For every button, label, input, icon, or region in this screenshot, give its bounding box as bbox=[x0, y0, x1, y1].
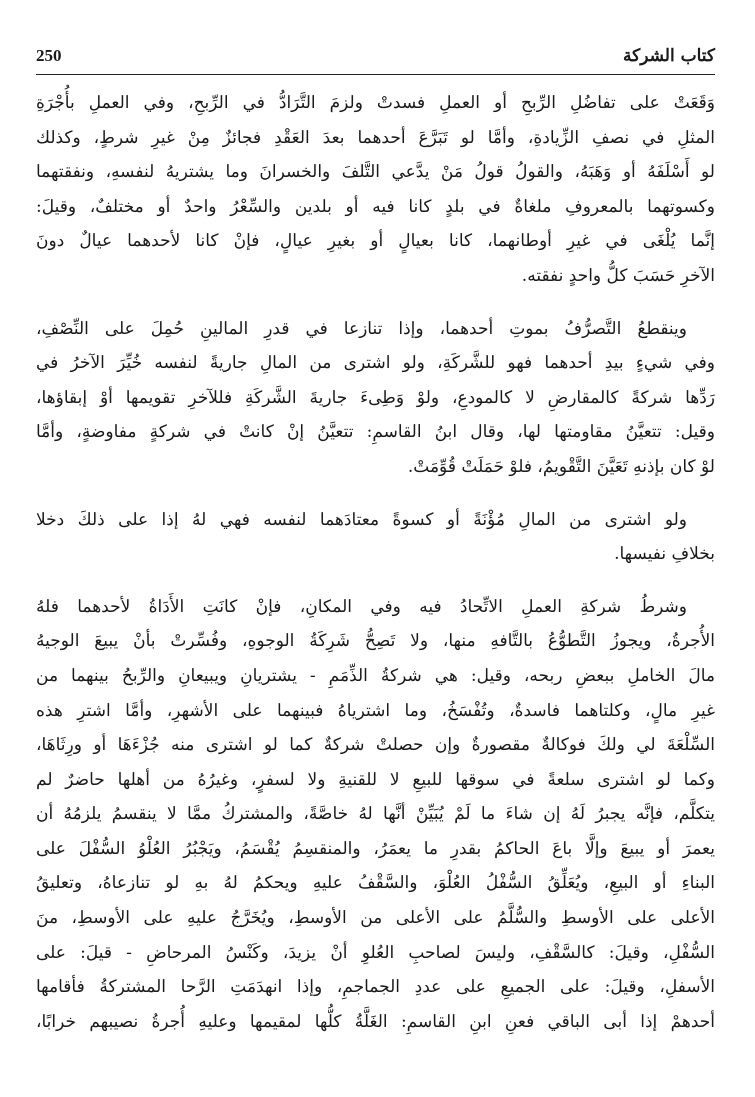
text-line: المثلِ في نصفِ الزِّيادةِ، وأمَّا لو تَبَرَّعَ أحدهما بعدَ العَقْدِ فجائزٌ مِنْ غيرِ شرطٍ، وكذلك bbox=[36, 127, 715, 148]
text-line: وشرطُ شركةِ العملِ الاتِّحادُ فيه وفي المكانِ، فإنْ كانَتِ الأَدَاةُ لأحدهما فلهُ bbox=[36, 596, 687, 617]
text-line: رَدِّها شركةً كالمقارضِ لا كالمودعِ، ولوْ وَطِىءَ جاريةَ الشَّركَةِ فللآخرِ تقويمها أوْ إبقاؤها، bbox=[36, 387, 715, 408]
text-line: السِّلْعَةَ لي ولكَ فوكالةٌ مقصورةٌ وإن حصلتْ شركةٌ كما لو اشترى منه جُزْءَهَا أو ورِثَاهَا، bbox=[36, 735, 715, 756]
text-line: وكما لو اشترى سلعةً في سوقها للبيعِ لا للقنيةِ ولا لسفرٍ، وغيرُهُ من أهلها حاضرٌ لم bbox=[36, 769, 715, 790]
text-line: البناءِ أو البيعِ، ويُعَلِّقُ السُّفْلُ العُلْوَ، والسَّقْفُ عليهِ ويحكمُ لهُ بهِ لو تنازعاهُ، وتعليقُ bbox=[36, 873, 715, 894]
paragraph-1 bbox=[36, 86, 715, 294]
text-line: وينقطعُ التَّصرُّفُ بموتِ أحدهما، وإذا تنازعا في قدرِ المالينِ حُمِلَ على النِّصْفِ، bbox=[36, 318, 687, 339]
text-line: الأُجرةُ، ويجوزُ التَّطوُّعُ بالتَّافهِ منها، ولا تَصِحُّ شَرِكَةُ الوجوهِ، وفُسِّرتْ بأنْ يبيعَ الوجيهُ bbox=[36, 631, 715, 652]
page-header bbox=[36, 44, 715, 75]
text-line: ولو اشترى من المالِ مُؤْنَةً أو كسوةً معتادَهما لنفسه فهي لهُ إذا على ذلكَ دخلا bbox=[36, 509, 687, 530]
text-line: السُّفْلِ، وقيلَ: كالسَّقْفِ، وليسَ لصاحبِ العُلوِ أنْ يزيدَ، وكَنْسُ المرحاضِ - قيلَ: على bbox=[36, 942, 715, 963]
book-title: كتاب الشركة bbox=[623, 46, 715, 66]
text-line: الأسفلِ، وقيلَ: على الجميعِ على عددِ الجماجمِ، وإذا انهدَمَتِ الرَّحا المشتركةُ فأقامها bbox=[36, 977, 715, 998]
paragraph-3 bbox=[36, 503, 715, 572]
text-line: وقيل: تتعيَّنُ مقاومتها لها، وقال ابنُ القاسمِ: تتعيَّنُ إنْ كانتْ في شركةٍ مفاوضةٍ، وأمَّا bbox=[36, 422, 715, 443]
text-line: مالَ الخاملِ ببعضِ ربحه، وقيل: هي شركةُ الذِّمَمِ - يشتريانِ ويبيعانِ والرِّبحُ بينهما من bbox=[36, 665, 715, 686]
text-line: يعمرَ أو يبيعَ وإلَّا باعَ الحاكمُ بقدرِ ما يعمَرُ، والمنقسِمُ يُقْسَمُ، ويَجْبُرُ العُلْوُ السُّفْلَ على bbox=[36, 838, 715, 859]
text-line: غيرِ مالٍ، وكلتاهما فاسدةٌ، وتُفْسَخُ، وما اشترياهُ فبينهما على الأشهرِ، وأمَّا اشترِ هذه bbox=[36, 700, 715, 721]
paragraph-4 bbox=[36, 590, 715, 1040]
paragraph-2 bbox=[36, 312, 715, 485]
text-line: لوْ كان بإذنهِ تَعَيَّنَ التَّقْويمُ، فلوْ حَمَلَتْ قُوِّمَتْ. bbox=[407, 456, 715, 477]
text-line: وكسوتهما بالمعروفِ ملغاةٌ في بلدٍ كانا فيه أو بلدين والسِّعْرُ واحدٌ أو مختلفٌ، وقيلَ: bbox=[36, 196, 715, 217]
text-line: يتكلَّم، فإنَّه يجبرُ لَهُ إن شاءَ ما لَمْ يُبَيِّنْ أنَّها لهُ خاصَّةً، والمشتركُ ممَّا لا ينقسمُ يلزمُهُ أن bbox=[36, 804, 715, 825]
text-line: وَقَعَتْ على تفاضُلِ الرِّبحِ أو العملِ فسدتْ ولزمَ التَّرَادُّ في الرِّبحِ، وفي العملِ بأُجْرَةِ bbox=[36, 93, 715, 113]
text-line: أحدهمْ إذا أبى الباقي فعنِ ابنِ القاسمِ: الغَلَّةُ كلُّها لمقيمها وعليهِ أُجرةُ نصيبهم خرابًا، bbox=[36, 1011, 715, 1032]
text-line: الآخرِ حَسَبَ كلُّ واحدٍ نفقته. bbox=[521, 265, 715, 286]
text-line: وفي شيءٍ بيدِ أحدهما فهو للشَّركَةِ، ولو اشترى من المالِ جاريةً لنفسه خُيِّرَ الآخرُ في bbox=[36, 353, 715, 374]
text-line: لو أَسْلَفَهُ أو وَهَبَهُ، والقولُ قولُ مَنْ يدَّعي التَّلفَ والخسرانَ وما يشتريهُ لنفسهِ، ونفقتهما bbox=[36, 162, 715, 183]
text-line: إنَّما يُلْغَى في غيرِ أوطانهما، كانا بعيالٍ أو بغيرِ عيالٍ، فإنْ كانا لأحدهما عيالٌ دونَ bbox=[36, 231, 715, 252]
page-body bbox=[36, 86, 715, 1039]
text-line: الأعلى على الأوسطِ والسُّلَّمُ على الأعلى من الأوسطِ، ويُخَرَّجُ عليهِ على الأوسطِ، منَ bbox=[36, 908, 715, 929]
text-line: بخلافِ نفيسها. bbox=[614, 544, 715, 565]
page-number: 250 bbox=[36, 46, 62, 65]
